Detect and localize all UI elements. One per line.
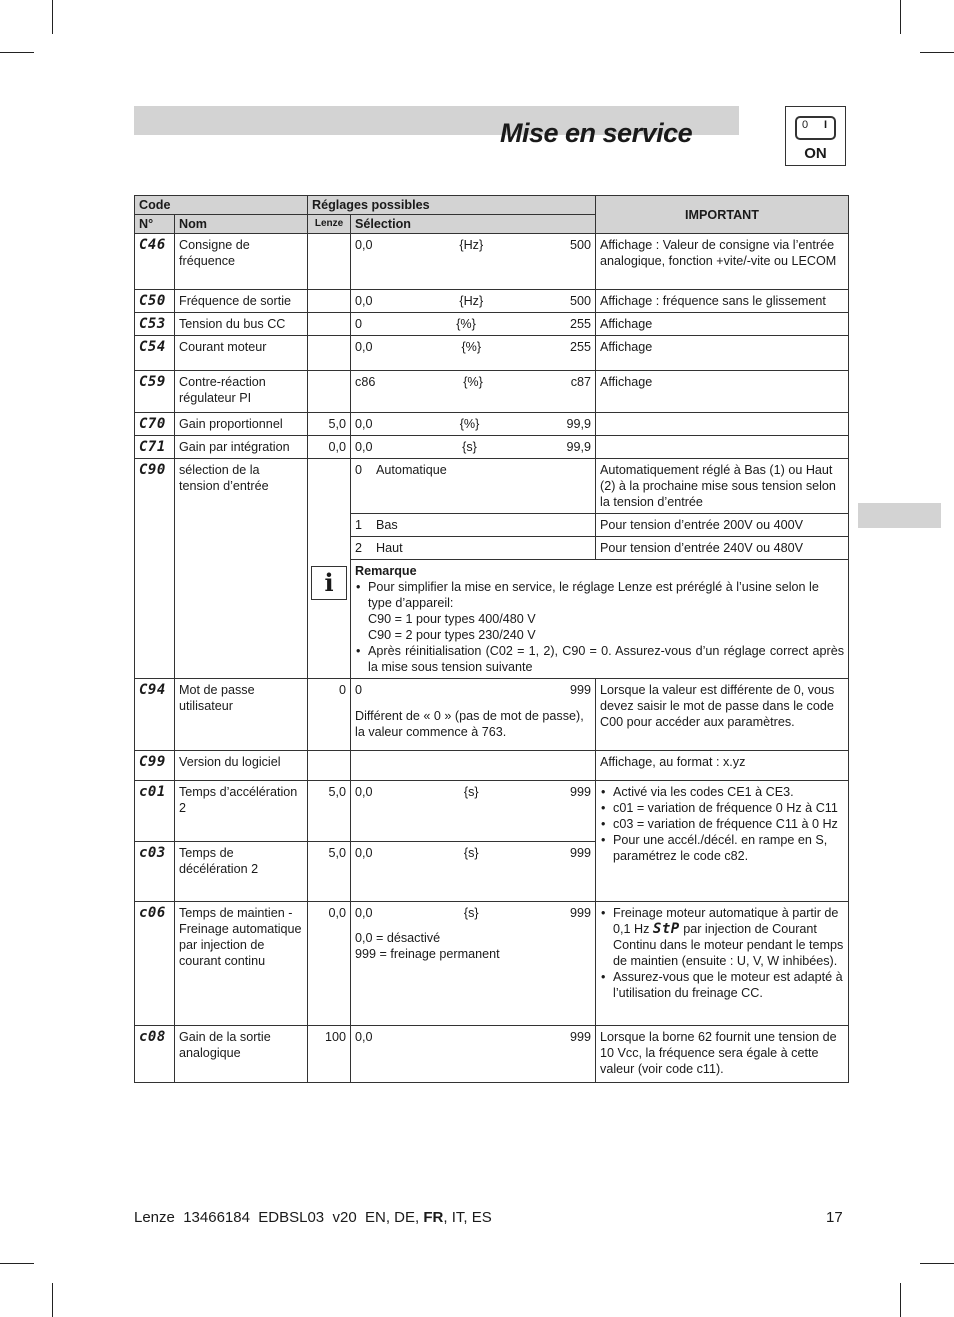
table-row: c06 Temps de maintien - Freinage automatique par injection de courant continu 0,0 0,0 {s} 999 0,0 = désactivé 999 = freinage permanent • Freinage moteur automatique à partir de 0,1 Hz StP par injection de Courant Continu dans le moteur pendant le temps de maintien (ensuite : U, V, W inhibées). • Assurez-vous que le moteur est adapté à l’utilisation du freinage CC. <box>135 902 849 1026</box>
table-row: C94 Mot de passe utilisateur 0 0 999 Différent de « 0 » (pas de mot de passe), la valeur commence à 763. Lorsque la valeur est différente de 0, vous devez saisir le mot de passe dans le code C00 pour accéder aux paramètres. <box>135 679 849 751</box>
crop-mark <box>52 0 53 34</box>
page-title: Mise en service <box>500 118 693 148</box>
table-row: C99 Version du logiciel Affichage, au format : x.yz <box>135 751 849 781</box>
table-row: c01 Temps d’accélération 2 5,0 0,0 {s} 999 • Activé via les codes CE1 à CE3. • c01 = variation de fréquence 0 Hz à C11 • c03 = variation de fréquence C11 à 0 Hz • Pour une accél./décél. en rampe en S, paramétrez le code c82. <box>135 781 849 842</box>
crop-mark <box>52 1283 53 1317</box>
crop-mark <box>0 1263 34 1264</box>
switch-label: ON <box>804 145 827 162</box>
page-number: 17 <box>826 1209 843 1226</box>
crop-mark <box>920 52 954 53</box>
crop-mark <box>0 52 34 53</box>
info-icon: i <box>311 566 347 600</box>
table-row: C90 sélection de la tension d’entrée 0 Automatique Automatiquement réglé à Bas (1) ou Haut (2) à la prochaine mise sous tension selon la tension d’entrée <box>135 459 849 514</box>
table-row: C59 Contre-réaction régulateur PI c86 {%} c87 Affichage <box>135 371 849 413</box>
parameter-table <box>134 195 849 1083</box>
crop-mark <box>920 1263 954 1264</box>
remark-block: Remarque • Pour simplifier la mise en service, le réglage Lenze est préréglé à l’usine selon le type d’appareil: C90 = 1 pour types 400/480 V C90 = 2 pour types 230/240 V • Après réinitialisation (C02 = 1, 2), C90 = 0. Assurez-vous d’un réglage correct après la mise sous tension suivante <box>351 560 849 679</box>
table-row: c08 Gain de la sortie analogique 100 0,0 999 Lorsque la borne 62 fournit une tension de 10 Vcc, la fréquence sera égale à cette valeur (voir code c11). <box>135 1026 849 1083</box>
table-row: C50 Fréquence de sortie 0,0 {Hz} 500 Affichage : fréquence sans le glissement <box>135 290 849 313</box>
crop-mark <box>900 1283 901 1317</box>
table-row: 1 Bas Pour tension d’entrée 200V ou 400V <box>135 514 849 537</box>
table-row: C70 Gain proportionnel 5,0 0,0 {%} 99,9 <box>135 413 849 436</box>
section-tab <box>858 503 941 528</box>
table-header: Code Réglages possibles IMPORTANT <box>135 196 849 215</box>
crop-mark <box>900 0 901 34</box>
power-switch-icon: 0 I ON <box>785 106 846 166</box>
table-row: C54 Courant moteur 0,0 {%} 255 Affichage <box>135 336 849 371</box>
table-subheader: N° Nom Lenze Sélection <box>135 215 849 234</box>
table-row: 2 Haut Pour tension d’entrée 240V ou 480V <box>135 537 849 560</box>
table-row: c03 Temps de décélération 2 5,0 0,0 {s} 999 <box>135 842 849 902</box>
table-row: C53 Tension du bus CC 0 {%} 255 Affichage <box>135 313 849 336</box>
table-row: C46 Consigne de fréquence 0,0 {Hz} 500 Affichage : Valeur de consigne via l’entrée analogique, fonction +vite/-vite ou LECOM <box>135 234 849 290</box>
table-row: C71 Gain par intégration 0,0 0,0 {s} 99,9 <box>135 436 849 459</box>
footer-doc-ref: Lenze 13466184 EDBSL03 v20 EN, DE, FR, IT, ES <box>134 1209 492 1226</box>
